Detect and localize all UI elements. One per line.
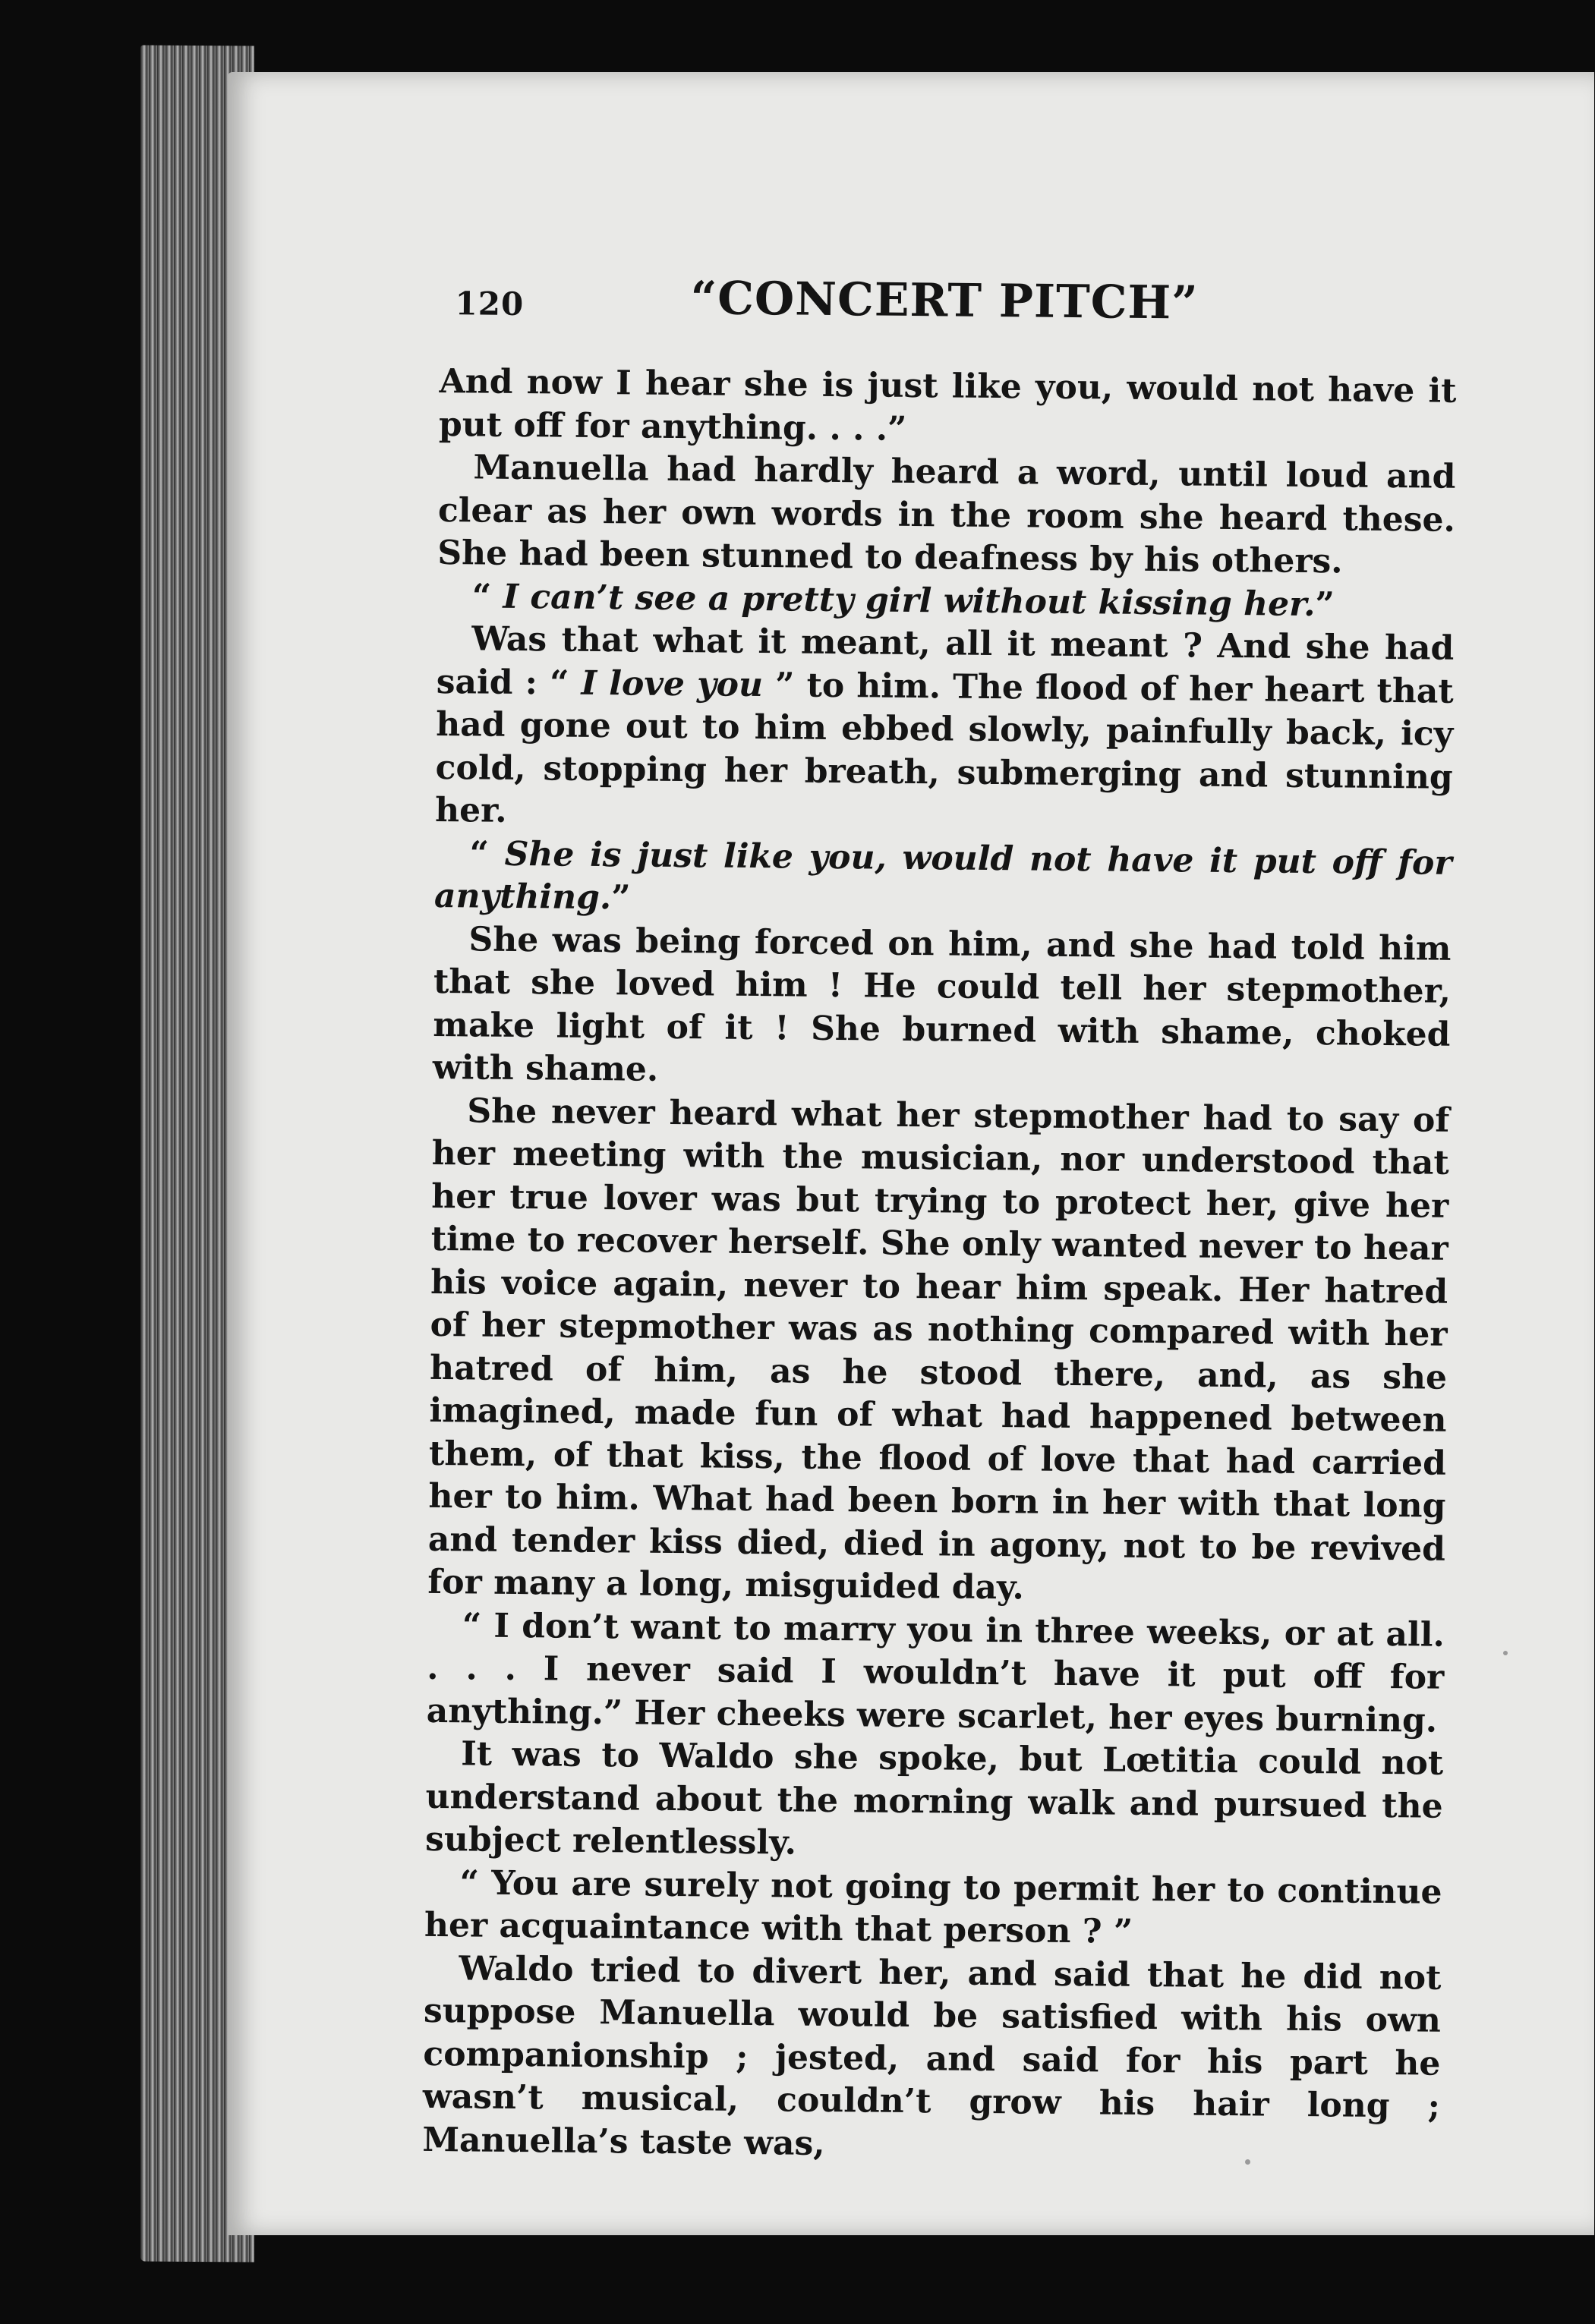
- paragraph: [424, 1861, 1442, 1957]
- dust-speck: [1503, 1651, 1508, 1655]
- paragraph: [434, 832, 1452, 927]
- text-run: “ I don’t want to marry you in three weeks, or at all. . . . I never said I wouldn’t have it put off for anything.” Her cheeks were scarlet, her eyes burning.: [426, 1605, 1445, 1740]
- text-run: Was that what it meant, all it meant ? And she had said : “: [436, 619, 1455, 703]
- text-run: Waldo tried to divert her, and said that he did not suppose Manuella would be satisfied with his own companionship ; jested, and said for his part he wasn’t musical, couldn’t grow his hair long ; Manuella’s taste was,: [422, 1948, 1442, 2163]
- text-run: Manuella had hardly heard a word, until loud and clear as her own words in the room she heard these. She had been stunned to deafness by his others.: [437, 448, 1456, 581]
- page-content: [422, 269, 1458, 2171]
- text-run: “: [469, 833, 505, 874]
- page-header: [440, 269, 1458, 348]
- italic-text: I can’t see a pretty girl without kissing her.: [503, 577, 1316, 624]
- paragraph: [427, 1089, 1449, 1614]
- text-run: “ You are surely not going to permit her to continue her acquaintance with that person ? ”: [424, 1863, 1442, 1951]
- paragraph: [433, 918, 1452, 1099]
- paragraph: [425, 1733, 1444, 1871]
- text-run: ”: [1315, 584, 1335, 624]
- page-sheet: [228, 72, 1594, 2235]
- text-run: It was to Waldo she spoke, but Lœtitia could not understand about the morning walk and pursued the subject relentlessly.: [424, 1734, 1444, 1863]
- paragraph: [439, 361, 1457, 456]
- running-title: “CONCERT PITCH”: [690, 272, 1199, 330]
- text-run: ”: [610, 878, 631, 918]
- paragraph: [422, 1947, 1442, 2171]
- text-run: “: [471, 576, 503, 616]
- paragraph: [437, 446, 1456, 584]
- text-run: She never heard what her stepmother had to say of her meeting with the musician, nor understood that her true lover was but trying to protect her, give her time to recover herself. She only wanted never to hear his voice again, never to hear him speak. Her hatred of her stepmother was as nothing compared with her hatred of him, as he stood there, and, as she imagined, made fun of what had happened between them, of that kiss, the flood of love that had carried her to him. What had been born in her with that long and tender kiss died, died in agony, not to be revived for many a long, misguided day.: [427, 1091, 1450, 1608]
- italic-text: I love you: [581, 663, 764, 704]
- text-run: And now I hear she is just like you, would not have it put off for anything. . . .”: [438, 361, 1457, 449]
- italic-text: She is just like you, would not have it put off for anything.: [433, 834, 1452, 918]
- page-number: 120: [455, 285, 525, 323]
- body-text: [422, 361, 1457, 2171]
- paragraph: [426, 1604, 1445, 1742]
- text-run: She was being forced on him, and she had told him that she loved him ! He could tell her stepmother, make light of it ! She burned with shame, choked with shame.: [432, 919, 1452, 1089]
- text-run: ” to him. The flood of her heart that had gone out to him ebbed slowly, painfully back, icy cold, stopping her breath, submerging and stunning her.: [434, 665, 1454, 830]
- paragraph: [435, 618, 1455, 842]
- dust-speck: [1245, 2159, 1250, 2165]
